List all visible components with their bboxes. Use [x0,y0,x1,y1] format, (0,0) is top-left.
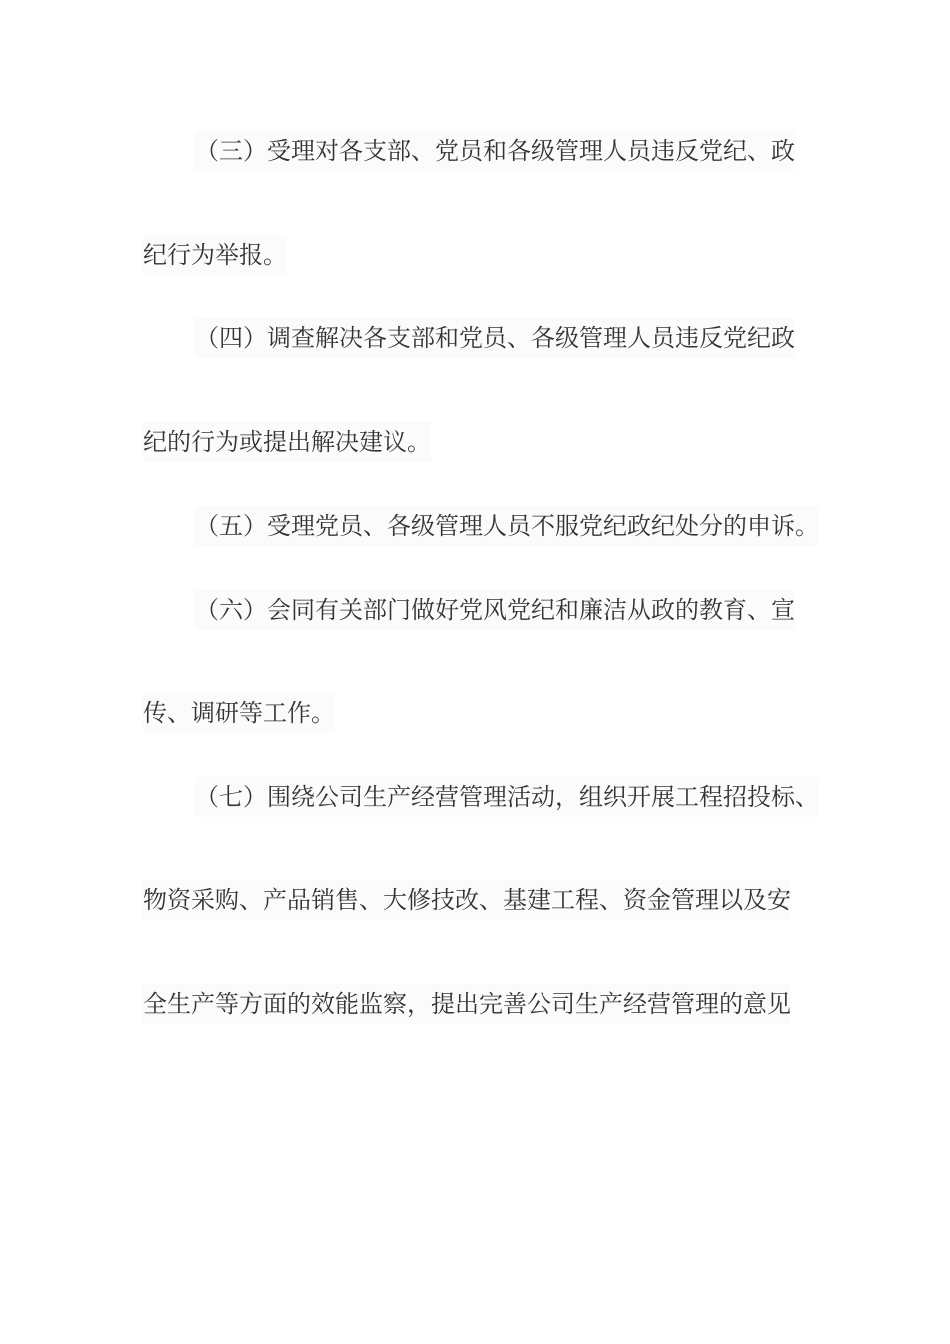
paragraph-3-line-1 [195,131,795,171]
paragraph-4-line-1 [195,318,795,358]
text-line: （三）受理对各支部、党员和各级管理人员违反党纪、政 [195,131,795,171]
text-line: （七）围绕公司生产经营管理活动，组织开展工程招投标、 [195,777,819,817]
text-line: 纪行为举报。 [143,235,287,275]
paragraph-5-line-1 [195,506,819,546]
paragraph-7-line-3 [143,984,791,1024]
text-line: 传、调研等工作。 [143,693,335,733]
text-line: 物资采购、产品销售、大修技改、基建工程、资金管理以及安 [143,880,791,920]
paragraph-7-line-2 [143,880,791,920]
paragraph-4-line-2 [143,422,431,462]
text-line: 纪的行为或提出解决建议。 [143,422,431,462]
paragraph-3-line-2 [143,235,287,275]
text-line: （五）受理党员、各级管理人员不服党纪政纪处分的申诉。 [195,506,819,546]
text-line: 全生产等方面的效能监察，提出完善公司生产经营管理的意见 [143,984,791,1024]
paragraph-6-line-1 [195,590,795,630]
paragraph-7-line-1 [195,777,819,817]
paragraph-6-line-2 [143,693,335,733]
text-line: （四）调查解决各支部和党员、各级管理人员违反党纪政 [195,318,795,358]
text-line: （六）会同有关部门做好党风党纪和廉洁从政的教育、宣 [195,590,795,630]
